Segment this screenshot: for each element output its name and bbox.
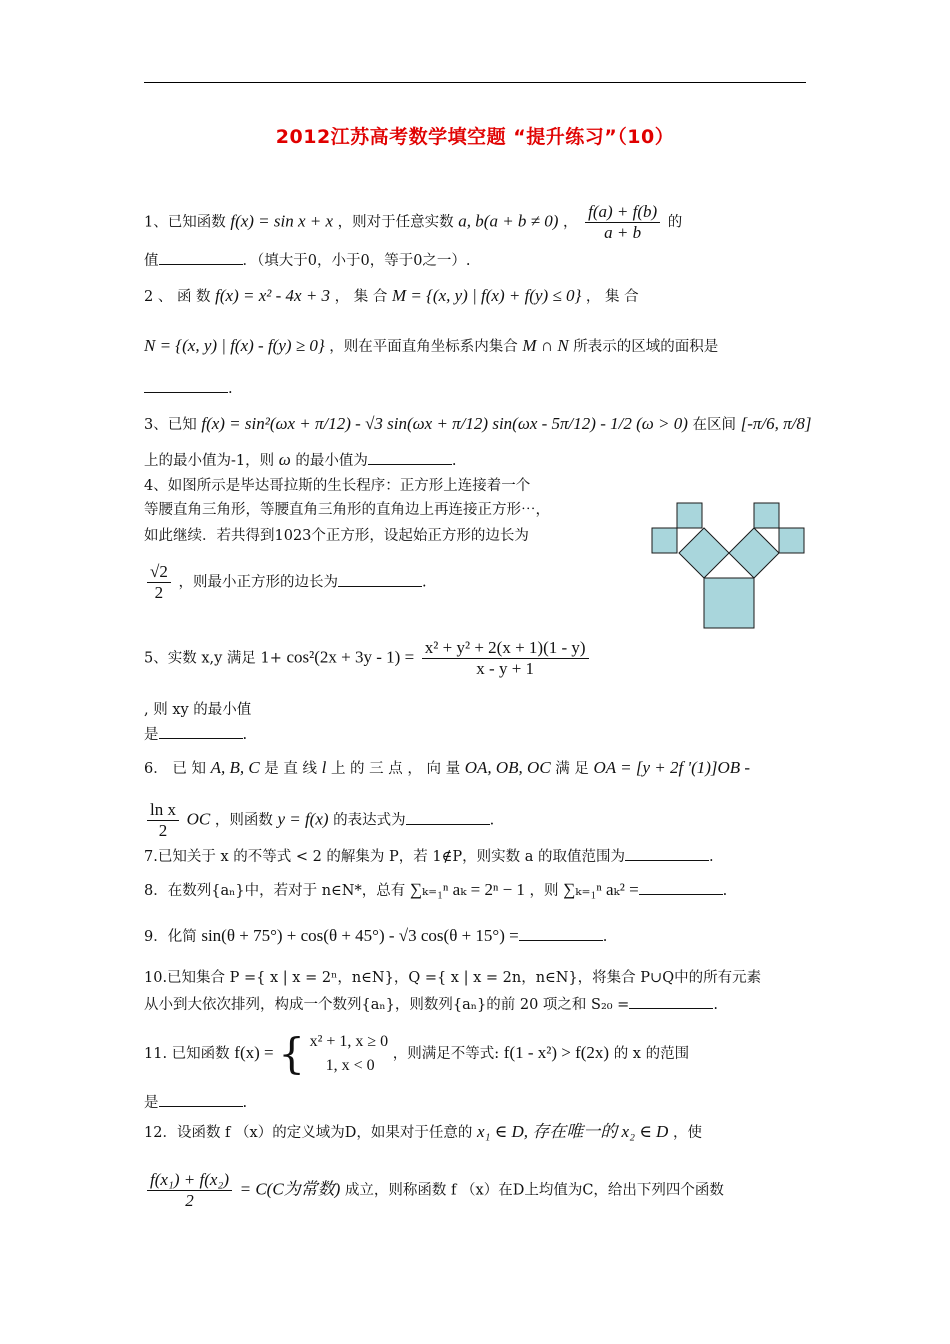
q5-frac-num: x² + y² + 2(x + 1)(1 - y) [422, 638, 589, 659]
q12-frac-num: f(x₁) + f(x₂) [147, 1170, 232, 1191]
q11-case-1: x² + 1, x ≥ 0 [309, 1033, 389, 1050]
question-5-line-2: , 则 xy 的最小值 [144, 702, 252, 718]
q6-text-2: 上 的 三 点 ， 向 量 [330, 761, 461, 777]
q6-prefix: 6． 已 知 [144, 761, 206, 777]
q2-end: . [228, 381, 233, 397]
answer-blank [629, 994, 713, 1009]
q8-end: . [722, 883, 728, 899]
header-rule [144, 82, 806, 83]
right-square [729, 528, 779, 578]
q12-fraction [147, 1170, 232, 1211]
q11-prefix: 11. 已知函数 [144, 1046, 230, 1062]
q10-end: . [713, 997, 718, 1013]
q1-line2-prefix: 值 [144, 253, 159, 269]
q1-frac-den: a + b [604, 223, 642, 242]
q1-condition: a, b(a + b ≠ 0) [458, 211, 559, 231]
q2-intersection: M ∩ N [522, 336, 569, 355]
q6-oc: OC [186, 809, 211, 829]
q6-line-l: l [321, 758, 327, 777]
left-small-square-1 [652, 528, 677, 553]
question-11-line-2 [144, 1092, 247, 1113]
q2-text-4: 所表示的区域的面积是 [573, 339, 719, 355]
question-4-line-2: 等腰直角三角形，等腰直角三角形的直角边上再连接正方形⋯， [144, 502, 550, 518]
question-1-line-1 [144, 202, 682, 243]
q6-frac-num: ln x [147, 800, 179, 821]
q6-text-5: 的表达式为 [333, 812, 406, 829]
left-brace-icon: { [278, 1029, 305, 1078]
q1-comma: ， [563, 214, 578, 231]
question-6-line-1 [144, 758, 750, 779]
q3-end: . [451, 453, 457, 469]
answer-blank [639, 880, 723, 895]
q3-line2-prefix: 上的最小值为-1，则 [144, 453, 275, 469]
question-1-line-2 [144, 250, 471, 271]
q4-frac-den: 2 [154, 583, 164, 602]
q6-equation: OA = [y + 2f '(1)]OB - [593, 758, 751, 777]
q11-fx: f(x) = [234, 1043, 274, 1062]
q12-line1-end: ，使 [672, 1125, 702, 1141]
question-2-line-1 [144, 286, 639, 307]
q2-function: f(x) = x² - 4x + 3 [215, 286, 331, 305]
q4-fraction [147, 562, 171, 603]
q5-line3: 是 [144, 727, 159, 743]
question-10-line-2 [144, 994, 718, 1015]
q1-line2-suffix: ．（填大于0，小于0，等于0之一）. [242, 253, 471, 269]
q10-line2: 从小到大依次排列，构成一个数列{aₙ}，则数列{aₙ}的前 20 项之和 S₂₀ = [144, 997, 630, 1013]
answer-blank [338, 572, 422, 587]
q2-prefix: 2 、 函 数 [144, 289, 211, 305]
q8-prefix: 8．在数列{aₙ}中，若对于 n∈N*，总有 [144, 883, 406, 899]
answer-blank [159, 250, 243, 265]
q6-text-3: 满 足 [555, 761, 589, 777]
q9-end: . [602, 929, 608, 945]
q3-omega: ω [278, 450, 291, 469]
q3-prefix: 3、已知 [144, 417, 197, 433]
q12-equation: = C(C为常数) [239, 1179, 341, 1199]
q2-text-1: ， 集 合 [334, 289, 388, 305]
q11-case-2: 1, x < 0 [325, 1057, 375, 1074]
question-12-line-2 [144, 1170, 724, 1211]
question-4-line-1: 4、如图所示是毕达哥拉斯的生长程序：正方形上连接着一个 [144, 478, 531, 494]
question-8 [144, 880, 727, 901]
question-2-line-3 [144, 378, 233, 399]
q7-text: 7.已知关于 x 的不等式 < 2 的解集为 P，若 1∉P，则实数 a 的取值范围为 [144, 849, 625, 865]
answer-blank [368, 450, 452, 465]
q1-prefix: 1、已知函数 [144, 214, 226, 231]
q6-text-1: 是 直 线 [264, 761, 317, 777]
q1-suffix: 的 [667, 214, 683, 231]
q11-suffix: 的 x 的范围 [613, 1046, 690, 1062]
answer-blank [144, 378, 228, 393]
question-5-line-1 [144, 638, 592, 679]
q2-text-3: ，则在平面直角坐标系内集合 [329, 339, 518, 355]
q12-condition: x₁ ∈ D, 存在唯一的 x₂ ∈ D [476, 1122, 669, 1141]
right-small-square-1 [754, 503, 779, 528]
answer-blank [159, 724, 243, 739]
question-7 [144, 846, 714, 867]
q6-yfx: y = f(x) [277, 809, 329, 829]
q11-inequality: f(1 - x²) > f(2x) [503, 1043, 610, 1062]
q5-fraction [422, 638, 589, 679]
q5-lhs: cos²(2x + 3y - 1) = [286, 647, 415, 667]
q5-end: . [242, 727, 248, 743]
q4-end: . [421, 574, 427, 591]
q9-expression: sin(θ + 75°) + cos(θ + 45°) - √3 cos(θ + 15°) = [201, 926, 519, 945]
q1-frac-num: f(a) + f(b) [585, 202, 660, 223]
q6-vectors: OA, OB, OC [464, 758, 551, 777]
q1-fraction [585, 202, 660, 243]
left-square [679, 528, 729, 578]
q11-line2: 是 [144, 1095, 159, 1111]
q8-sum-1: ∑ₖ₌₁ⁿ aₖ = 2ⁿ − 1 [409, 880, 525, 899]
answer-blank [159, 1092, 243, 1107]
question-10-line-1: 10.已知集合 P ={ x | x = 2ⁿ，n∈N}，Q ={ x | x = 2n，n∈N}，将集合 P∪Q中的所有元素 [144, 970, 762, 986]
right-small-square-2 [779, 528, 804, 553]
q8-sum-2: ∑ₖ₌₁ⁿ aₖ² = [563, 880, 639, 899]
q2-set-m: M = {(x, y) | f(x) + f(y) ≤ 0} [392, 286, 582, 305]
q1-function: f(x) = sin x + x [230, 211, 334, 231]
q6-end: . [489, 812, 495, 829]
q1-text: ，则对于任意实数 [337, 214, 454, 231]
left-small-square-2 [677, 503, 702, 528]
q12-line2: 成立，则称函数 f （x）在D上均值为C，给出下列四个函数 [344, 1182, 724, 1199]
answer-blank [406, 810, 490, 825]
question-11 [144, 1030, 689, 1078]
question-2-line-2 [144, 336, 718, 357]
q5-prefix: 5、实数 x,y 满足 1+ [144, 650, 282, 667]
pythagoras-tree-figure [648, 498, 808, 630]
q3-interval: [-π/6, π/8] [740, 414, 812, 433]
q2-text-2: ， 集 合 [585, 289, 639, 305]
q12-frac-den: 2 [185, 1191, 194, 1210]
q6-points: A, B, C [210, 758, 260, 777]
q7-end: . [708, 849, 714, 865]
answer-blank [625, 846, 709, 861]
question-4-line-3: 如此继续．若共得到1023个正方形，设起始正方形的边长为 [144, 528, 529, 544]
page-title: 2012江苏高考数学填空题 “提升练习”（10） [275, 126, 675, 148]
q11-cases [310, 1030, 389, 1078]
q2-set-n: N = {(x, y) | f(x) - f(y) ≥ 0} [144, 336, 325, 355]
q5-frac-den: x - y + 1 [476, 659, 535, 678]
question-3-line-2 [144, 450, 456, 471]
base-square [704, 578, 754, 628]
q6-frac-den: 2 [158, 821, 168, 840]
question-4-line-4 [144, 562, 427, 603]
q11-end: . [242, 1095, 248, 1111]
q11-text: ，则满足不等式: [392, 1046, 500, 1062]
question-12-line-1 [144, 1122, 702, 1143]
q8-text: ，则 [529, 883, 559, 899]
q3-function: f(x) = sin²(ωx + π/12) - √3 sin(ωx + π/12) sin(ωx - 5π/12) - 1/2 (ω > 0) [201, 414, 688, 433]
q12-line1: 12．设函数 f （x）的定义域为D，如果对于任意的 [144, 1125, 473, 1141]
question-5-line-3 [144, 724, 247, 745]
q6-fraction [147, 800, 179, 841]
answer-blank [519, 926, 603, 941]
q4-text: ，则最小正方形的边长为 [178, 574, 338, 591]
q3-line2-suffix: 的最小值为 [295, 453, 368, 469]
q6-text-4: ，则函数 [214, 812, 273, 829]
q4-frac-num: √2 [147, 562, 171, 583]
q9-prefix: 9．化简 [144, 929, 197, 945]
question-9 [144, 926, 607, 947]
q3-text: 在区间 [692, 417, 736, 433]
question-3-line-1 [144, 414, 811, 435]
question-6-line-2 [144, 800, 494, 841]
